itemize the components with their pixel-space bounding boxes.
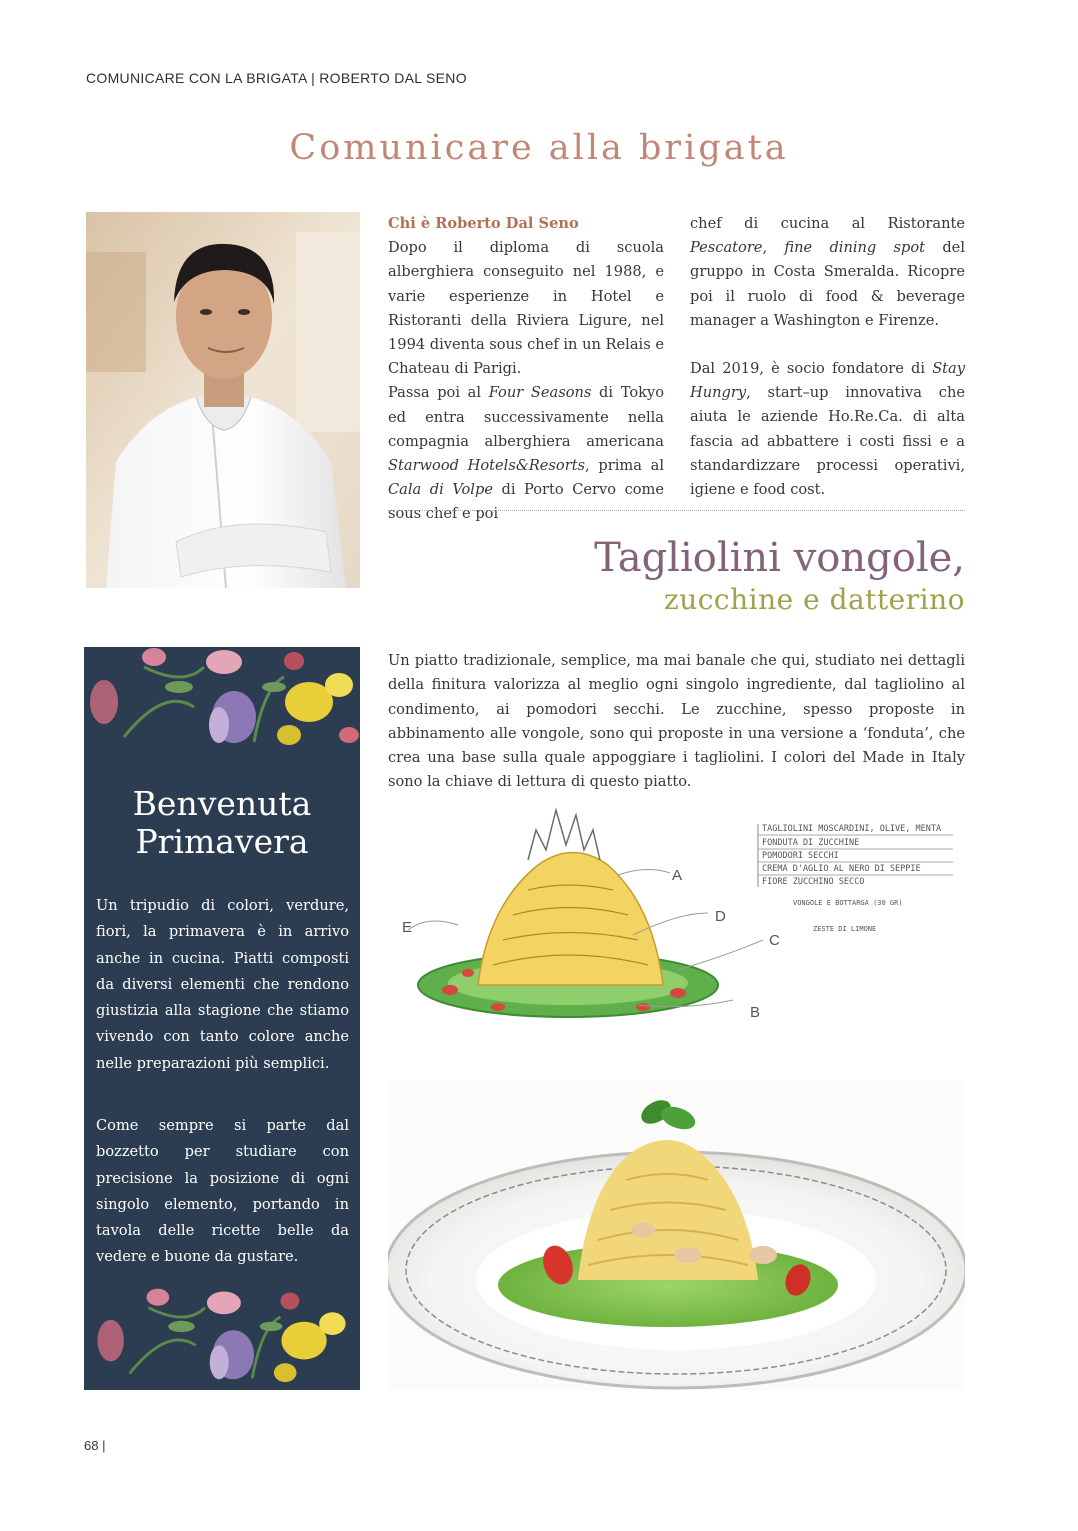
- bio-column-left: [388, 212, 664, 527]
- sketch-note: VONGOLE E BOTTARGA (30 GR): [793, 899, 903, 907]
- sketch-label: E: [402, 919, 413, 936]
- running-header: COMUNICARE CON LA BRIGATA | ROBERTO DAL SENO: [86, 70, 467, 86]
- recipe-intro: Un piatto tradizionale, semplice, ma mai banale che qui, studiato nei dettagli della finitura valorizza al meglio ogni singolo ingrediente, dal tagliolino al condimento, ai pomodori secchi. Le zucchine, spesso proposte in abbinamento alle vongole, sono qui proposte in una versione a ‘fonduta’, che crea una base sulla quale appoggiare i tagliolini. I colori del Made in Italy sono la chiave di lettura di questo piatto.: [388, 652, 965, 791]
- sketch-legend-item: POMODORI SECCHI: [762, 851, 839, 861]
- sidebar-title: Benvenuta Primavera: [132, 784, 312, 861]
- sidebar-box: [84, 647, 360, 1390]
- sketch-legend-item: TAGLIOLINI MOSCARDINI, OLIVE, MENTA: [762, 824, 942, 834]
- dotted-divider: [388, 510, 965, 511]
- bio-heading: Chi è Roberto Dal Seno: [388, 215, 579, 232]
- floral-border-top: [84, 647, 360, 747]
- sketch-label: C: [769, 932, 780, 949]
- sketch-legend-item: FONDUTA DI ZUCCHINE: [762, 838, 860, 848]
- floral-border-bottom: [84, 1284, 360, 1384]
- bio-paragraph: Dopo il diploma di scuola alberghiera conseguito nel 1988, e varie esperienze in Hotel e Ristoranti della Riviera Ligure, nel 1994 diventa sous chef in un Relais e Chateau di Parigi.: [388, 239, 664, 378]
- bio-column-right: [690, 212, 965, 502]
- page-title: Comunicare alla brigata: [289, 128, 789, 168]
- bio-paragraph: Passa poi al Four Seasons di Tokyo ed entra successivamente nella compagnia alberghiera americana Starwood Hotels&Resorts, prima al Cala di Volpe di Porto Cervo come sous chef e poi: [388, 384, 664, 523]
- bio-paragraph: Dal 2019, è socio fondatore di Stay Hungry, start–up innovativa che aiuta le aziende Ho.Re.Ca. di alta fascia ad abbattere i costi fissi e a standardizzare processi operativi, igiene e food cost.: [690, 360, 965, 499]
- sketch-label: A: [672, 867, 683, 884]
- sidebar-paragraph: Un tripudio di colori, verdure, fiori, la primavera è in arrivo anche in cucina. Piatti composti da diversi elementi che rendono giustizia alla stagione che stiamo vivendo con tanto colore anche nelle preparazioni più semplici.: [96, 897, 349, 1072]
- page-number: 68 |: [84, 1438, 106, 1453]
- sketch-legend-item: FIORE ZUCCHINO SECCO: [762, 877, 865, 887]
- sketch-note: ZESTE DI LIMONE: [813, 925, 877, 933]
- sketch-legend-item: CREMA D'AGLIO AL NERO DI SEPPIE: [762, 864, 921, 874]
- dish-photo: [388, 1080, 965, 1390]
- recipe-title-line1: Tagliolini vongole,: [594, 535, 965, 581]
- chef-portrait: [86, 212, 360, 588]
- sidebar-paragraph: Come sempre si parte dal bozzetto per studiare con precisione la posizione di ogni singolo elemento, portando in tavola delle ricette belle da vedere e buone da gustare.: [96, 1117, 349, 1266]
- sketch-label: B: [750, 1004, 761, 1021]
- recipe-title-line2: zucchine e datterino: [663, 583, 965, 616]
- sketch-label: D: [715, 908, 726, 925]
- recipe-title: [594, 532, 965, 616]
- dish-sketch: [388, 795, 965, 1043]
- bio-paragraph: chef di cucina al Ristorante Pescatore, fine dining spot del gruppo in Costa Smeralda. Ricopre poi il ruolo di food & beverage manager a Washington e Firenze.: [690, 215, 965, 329]
